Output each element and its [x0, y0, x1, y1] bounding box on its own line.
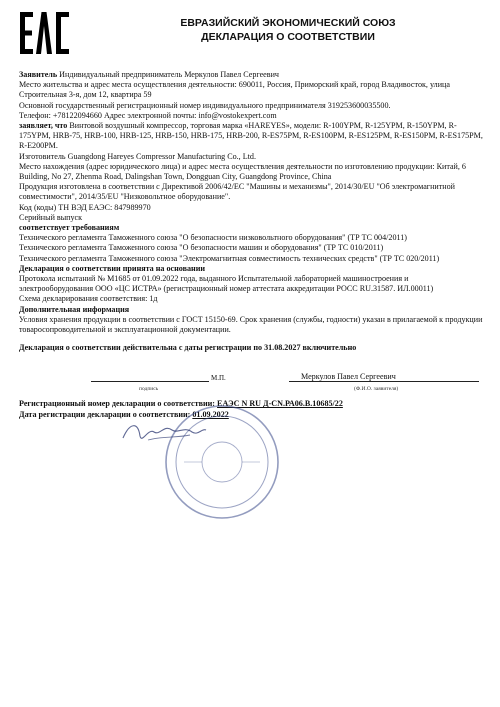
document-header — [88, 16, 488, 44]
header-declaration-title: ДЕКЛАРАЦИЯ О СООТВЕТСТВИИ — [201, 31, 375, 43]
signature-caption: подпись — [139, 386, 159, 393]
requirement-item: Технического регламента Таможенного союза "О безопасности низковольтного оборудования" (ТР ТС 004/2011) — [19, 233, 407, 243]
basis-scheme: Схема декларирования соответствия: 1д — [19, 294, 158, 304]
additional-text: Условия хранения продукции в соответствии с ГОСТ 15150-69. Срок хранения (службы, годности) указан в прилагаемой к продукции товаросопроводительной и эксплуатационной документации. — [19, 314, 483, 335]
requirement-item: Технического регламента Таможенного союза "Электромагнитная совместимость технических средств" (ТР ТС 020/2011) — [19, 253, 440, 263]
registration-date-label: Дата регистрации декларации о соответствии: — [19, 409, 191, 419]
applicant-line — [19, 70, 483, 80]
manufacturer-address: Место нахождения (адрес юридического лица) и адрес места осуществления деятельности по изготовлению продукции: Китай, 6 Building, No 27, Zhenma Road, Dalingshan Town, Dongguan City, Guangdong Province, China — [19, 161, 466, 182]
registration-number-label: Регистрационный номер декларации о соответствии: — [19, 399, 216, 409]
registration-date-value: 01.09.2022 — [192, 409, 229, 419]
declares-line — [19, 121, 483, 152]
declares-label: заявляет, что — [19, 121, 68, 131]
basis-label: Декларация о соответствии принята на основании — [19, 263, 206, 273]
signature-line — [91, 381, 209, 382]
eac-logo — [20, 12, 70, 54]
handwritten-signature — [118, 418, 208, 446]
applicant-signatory-name: Меркулов Павел Сергеевич — [301, 372, 396, 382]
signature-block — [19, 359, 483, 399]
batch-type: Серийный выпуск — [19, 212, 83, 222]
applicant-name: Индивидуальный предприниматель Меркулов Павел Сергеевич — [57, 70, 279, 79]
product-code: Код (коды) ТН ВЭД ЕАЭС: 847989970 — [19, 202, 151, 212]
requirements-label: соответствует требованиям — [19, 223, 120, 233]
basis-protocol: Протокола испытаний № M1685 от 01.09.2022 года, выданного Испытательной лабораторией машиностроения и электрооборудования ООО «ЦС ИСТРА» (регистрационный номер аттестата аккредитации РОСС RU.31587. ИЛ.00011) — [19, 274, 434, 294]
applicant-address: Место жительства и адрес места осуществления деятельности: 690011, Россия, Приморский край, город Владивосток, улица Строительная 3-я, дом 12, квартира 59 — [19, 80, 450, 100]
validity-line: Декларация о соответствии действительна с даты регистрации по 31.08.2027 включительно — [19, 343, 357, 353]
applicant-ogrn: Основной государственный регистрационный номер индивидуального предпринимателя 319253600035500. — [19, 100, 391, 110]
manufacturer-directives: Продукция изготовлена в соответствии с Директивой 2006/42/EC "Машины и механизмы", 2014/30/EU "Об электромагнитной совместимости", 2014/35/EU "Низковольтное оборудование". — [19, 182, 456, 202]
product-description: Винтовой воздушный компрессор, торговая марка «HAREYES», модели: R-100YPM, R-125YPM, R-150YPM, R-175YPM, HRB-75, HRB-100, HRB-125, HRB-150, HRB-175, HRB-200, R-ES75PM, R-ES100PM, R-ES125PM, R-ES150PM, R-ES175PM, R-E200PM. — [19, 121, 483, 151]
declaration-body — [19, 70, 483, 420]
seal-place-label: М.П. — [211, 374, 226, 383]
name-line — [289, 381, 479, 382]
name-caption: (Ф.И.О. заявителя) — [354, 386, 399, 393]
registration-number-value: ЕАЭС N RU Д-CN.РА06.В.10685/22 — [217, 399, 343, 409]
requirement-item: Технического регламента Таможенного союза "О безопасности машин и оборудования" (ТР ТС 010/2011) — [19, 243, 384, 253]
applicant-contacts: Телефон: +78122094660 Адрес электронной почты: info@vostokexpert.com — [19, 110, 277, 120]
manufacturer-name: Изготовитель Guangdong Hareyes Compressor Manufacturing Co., Ltd. — [19, 151, 256, 161]
applicant-label: Заявитель — [19, 70, 58, 79]
additional-label: Дополнительная информация — [19, 304, 130, 314]
header-union-title: ЕВРАЗИЙСКИЙ ЭКОНОМИЧЕСКИЙ СОЮЗ — [180, 17, 396, 29]
